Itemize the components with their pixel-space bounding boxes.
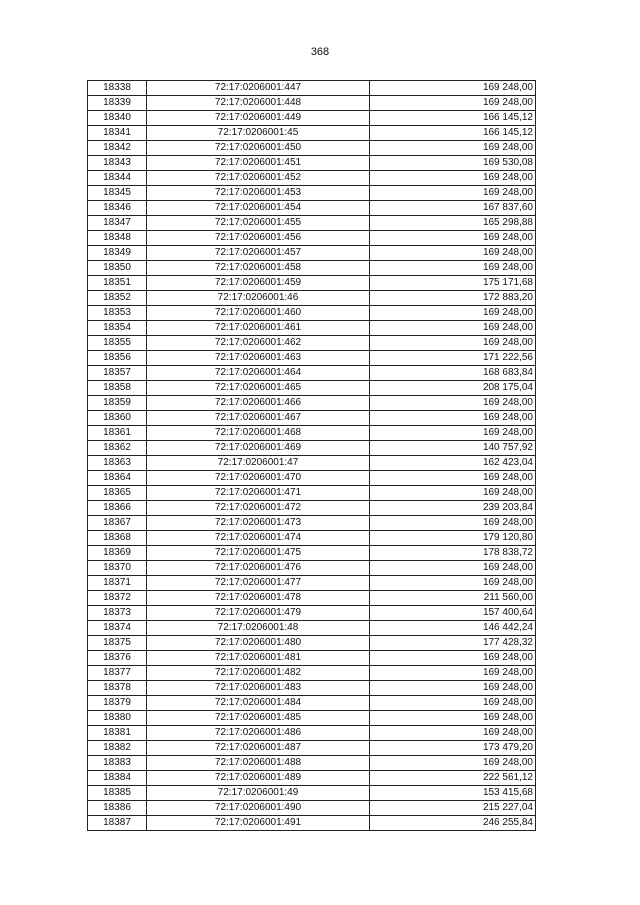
amount-cell: 165 298,88 (370, 216, 536, 231)
row-number-cell: 18377 (88, 666, 147, 681)
table-row (88, 156, 536, 171)
row-number-cell: 18380 (88, 711, 147, 726)
row-number-cell: 18379 (88, 696, 147, 711)
row-number-cell: 18363 (88, 456, 147, 471)
amount-cell: 222 561,12 (370, 771, 536, 786)
row-number-cell: 18348 (88, 231, 147, 246)
cadastral-number-cell: 72:17:0206001:474 (147, 531, 370, 546)
amount-cell: 169 248,00 (370, 696, 536, 711)
table-row (88, 621, 536, 636)
cadastral-number-cell: 72:17:0206001:487 (147, 741, 370, 756)
table-body (88, 81, 536, 831)
cadastral-number-cell: 72:17:0206001:483 (147, 681, 370, 696)
amount-cell: 169 248,00 (370, 396, 536, 411)
row-number-cell: 18385 (88, 786, 147, 801)
amount-cell: 208 175,04 (370, 381, 536, 396)
table-row (88, 756, 536, 771)
table-row (88, 321, 536, 336)
amount-cell: 169 248,00 (370, 486, 536, 501)
row-number-cell: 18372 (88, 591, 147, 606)
row-number-cell: 18374 (88, 621, 147, 636)
amount-cell: 169 248,00 (370, 321, 536, 336)
table-row (88, 591, 536, 606)
table-row (88, 456, 536, 471)
amount-cell: 177 428,32 (370, 636, 536, 651)
amount-cell: 169 248,00 (370, 336, 536, 351)
row-number-cell: 18369 (88, 546, 147, 561)
table-row (88, 426, 536, 441)
amount-cell: 169 248,00 (370, 666, 536, 681)
table-row (88, 651, 536, 666)
row-number-cell: 18378 (88, 681, 147, 696)
table-row (88, 486, 536, 501)
table-row (88, 231, 536, 246)
row-number-cell: 18375 (88, 636, 147, 651)
cadastral-number-cell: 72:17:0206001:476 (147, 561, 370, 576)
table-row (88, 531, 536, 546)
row-number-cell: 18383 (88, 756, 147, 771)
table-row (88, 96, 536, 111)
amount-cell: 179 120,80 (370, 531, 536, 546)
cadastral-number-cell: 72:17:0206001:464 (147, 366, 370, 381)
amount-cell: 169 248,00 (370, 711, 536, 726)
row-number-cell: 18365 (88, 486, 147, 501)
table-row (88, 306, 536, 321)
amount-cell: 157 400,64 (370, 606, 536, 621)
cadastral-number-cell: 72:17:0206001:477 (147, 576, 370, 591)
amount-cell: 169 248,00 (370, 561, 536, 576)
table-row (88, 141, 536, 156)
row-number-cell: 18344 (88, 171, 147, 186)
cadastral-number-cell: 72:17:0206001:47 (147, 456, 370, 471)
cadastral-number-cell: 72:17:0206001:480 (147, 636, 370, 651)
table-row (88, 216, 536, 231)
amount-cell: 169 248,00 (370, 186, 536, 201)
cadastral-number-cell: 72:17:0206001:485 (147, 711, 370, 726)
table-row (88, 666, 536, 681)
row-number-cell: 18384 (88, 771, 147, 786)
table-row (88, 711, 536, 726)
cadastral-number-cell: 72:17:0206001:471 (147, 486, 370, 501)
table-row (88, 726, 536, 741)
cadastral-number-cell: 72:17:0206001:456 (147, 231, 370, 246)
amount-cell: 167 837,60 (370, 201, 536, 216)
cadastral-number-cell: 72:17:0206001:478 (147, 591, 370, 606)
amount-cell: 211 560,00 (370, 591, 536, 606)
cadastral-number-cell: 72:17:0206001:451 (147, 156, 370, 171)
amount-cell: 169 248,00 (370, 471, 536, 486)
page-number: 368 (310, 46, 330, 58)
cadastral-number-cell: 72:17:0206001:472 (147, 501, 370, 516)
row-number-cell: 18371 (88, 576, 147, 591)
cadastral-number-cell: 72:17:0206001:465 (147, 381, 370, 396)
row-number-cell: 18343 (88, 156, 147, 171)
amount-cell: 162 423,04 (370, 456, 536, 471)
amount-cell: 169 248,00 (370, 651, 536, 666)
cadastral-number-cell: 72:17:0206001:479 (147, 606, 370, 621)
amount-cell: 140 757,92 (370, 441, 536, 456)
amount-cell: 239 203,84 (370, 501, 536, 516)
cadastral-number-cell: 72:17:0206001:45 (147, 126, 370, 141)
row-number-cell: 18349 (88, 246, 147, 261)
table-row (88, 351, 536, 366)
amount-cell: 169 248,00 (370, 96, 536, 111)
amount-cell: 169 248,00 (370, 681, 536, 696)
amount-cell: 178 838,72 (370, 546, 536, 561)
table-row (88, 111, 536, 126)
amount-cell: 173 479,20 (370, 741, 536, 756)
cadastral-number-cell: 72:17:0206001:455 (147, 216, 370, 231)
table-row (88, 186, 536, 201)
cadastral-number-cell: 72:17:0206001:489 (147, 771, 370, 786)
amount-cell: 166 145,12 (370, 111, 536, 126)
row-number-cell: 18362 (88, 441, 147, 456)
cadastral-number-cell: 72:17:0206001:450 (147, 141, 370, 156)
amount-cell: 146 442,24 (370, 621, 536, 636)
table-row (88, 261, 536, 276)
table-row (88, 576, 536, 591)
cadastral-number-cell: 72:17:0206001:458 (147, 261, 370, 276)
cadastral-number-cell: 72:17:0206001:470 (147, 471, 370, 486)
cadastral-number-cell: 72:17:0206001:468 (147, 426, 370, 441)
cadastral-number-cell: 72:17:0206001:49 (147, 786, 370, 801)
table-row (88, 381, 536, 396)
amount-cell: 169 248,00 (370, 81, 536, 96)
cadastral-number-cell: 72:17:0206001:460 (147, 306, 370, 321)
amount-cell: 169 248,00 (370, 756, 536, 771)
cadastral-number-cell: 72:17:0206001:481 (147, 651, 370, 666)
row-number-cell: 18340 (88, 111, 147, 126)
table-row (88, 291, 536, 306)
table-row (88, 201, 536, 216)
cadastral-number-cell: 72:17:0206001:473 (147, 516, 370, 531)
row-number-cell: 18364 (88, 471, 147, 486)
row-number-cell: 18353 (88, 306, 147, 321)
amount-cell: 169 248,00 (370, 576, 536, 591)
amount-cell: 169 248,00 (370, 231, 536, 246)
row-number-cell: 18360 (88, 411, 147, 426)
row-number-cell: 18373 (88, 606, 147, 621)
row-number-cell: 18366 (88, 501, 147, 516)
cadastral-number-cell: 72:17:0206001:484 (147, 696, 370, 711)
amount-cell: 169 248,00 (370, 306, 536, 321)
row-number-cell: 18358 (88, 381, 147, 396)
amount-cell: 215 227,04 (370, 801, 536, 816)
table-row (88, 366, 536, 381)
table-row (88, 441, 536, 456)
cadastral-number-cell: 72:17:0206001:475 (147, 546, 370, 561)
table-row (88, 546, 536, 561)
registry-table (87, 80, 536, 831)
table-row (88, 786, 536, 801)
table-row (88, 171, 536, 186)
row-number-cell: 18352 (88, 291, 147, 306)
cadastral-number-cell: 72:17:0206001:462 (147, 336, 370, 351)
table-row (88, 741, 536, 756)
cadastral-number-cell: 72:17:0206001:491 (147, 816, 370, 831)
amount-cell: 169 248,00 (370, 411, 536, 426)
cadastral-number-cell: 72:17:0206001:490 (147, 801, 370, 816)
cadastral-number-cell: 72:17:0206001:488 (147, 756, 370, 771)
cadastral-number-cell: 72:17:0206001:46 (147, 291, 370, 306)
table-row (88, 636, 536, 651)
row-number-cell: 18382 (88, 741, 147, 756)
row-number-cell: 18351 (88, 276, 147, 291)
amount-cell: 166 145,12 (370, 126, 536, 141)
cadastral-number-cell: 72:17:0206001:467 (147, 411, 370, 426)
amount-cell: 175 171,68 (370, 276, 536, 291)
amount-cell: 169 248,00 (370, 141, 536, 156)
cadastral-number-cell: 72:17:0206001:459 (147, 276, 370, 291)
row-number-cell: 18368 (88, 531, 147, 546)
table-row (88, 696, 536, 711)
amount-cell: 168 683,84 (370, 366, 536, 381)
row-number-cell: 18361 (88, 426, 147, 441)
table-row (88, 771, 536, 786)
table-row (88, 681, 536, 696)
row-number-cell: 18370 (88, 561, 147, 576)
amount-cell: 169 248,00 (370, 516, 536, 531)
row-number-cell: 18381 (88, 726, 147, 741)
row-number-cell: 18355 (88, 336, 147, 351)
cadastral-number-cell: 72:17:0206001:469 (147, 441, 370, 456)
cadastral-number-cell: 72:17:0206001:466 (147, 396, 370, 411)
row-number-cell: 18342 (88, 141, 147, 156)
table-row (88, 816, 536, 831)
cadastral-number-cell: 72:17:0206001:482 (147, 666, 370, 681)
amount-cell: 172 883,20 (370, 291, 536, 306)
row-number-cell: 18359 (88, 396, 147, 411)
row-number-cell: 18338 (88, 81, 147, 96)
row-number-cell: 18387 (88, 816, 147, 831)
cadastral-number-cell: 72:17:0206001:463 (147, 351, 370, 366)
amount-cell: 169 248,00 (370, 426, 536, 441)
row-number-cell: 18356 (88, 351, 147, 366)
amount-cell: 169 248,00 (370, 261, 536, 276)
cadastral-number-cell: 72:17:0206001:449 (147, 111, 370, 126)
table-row (88, 276, 536, 291)
row-number-cell: 18354 (88, 321, 147, 336)
amount-cell: 246 255,84 (370, 816, 536, 831)
table-row (88, 81, 536, 96)
row-number-cell: 18347 (88, 216, 147, 231)
table-row (88, 516, 536, 531)
table-row (88, 336, 536, 351)
cadastral-number-cell: 72:17:0206001:461 (147, 321, 370, 336)
table-row (88, 246, 536, 261)
table-row (88, 396, 536, 411)
table-row (88, 501, 536, 516)
cadastral-number-cell: 72:17:0206001:452 (147, 171, 370, 186)
row-number-cell: 18386 (88, 801, 147, 816)
table-row (88, 606, 536, 621)
amount-cell: 169 248,00 (370, 726, 536, 741)
amount-cell: 171 222,56 (370, 351, 536, 366)
row-number-cell: 18339 (88, 96, 147, 111)
table-row (88, 801, 536, 816)
amount-cell: 169 530,08 (370, 156, 536, 171)
amount-cell: 153 415,68 (370, 786, 536, 801)
table-row (88, 126, 536, 141)
row-number-cell: 18357 (88, 366, 147, 381)
table-row (88, 471, 536, 486)
cadastral-number-cell: 72:17:0206001:453 (147, 186, 370, 201)
cadastral-number-cell: 72:17:0206001:454 (147, 201, 370, 216)
row-number-cell: 18346 (88, 201, 147, 216)
table-row (88, 411, 536, 426)
row-number-cell: 18350 (88, 261, 147, 276)
amount-cell: 169 248,00 (370, 171, 536, 186)
cadastral-number-cell: 72:17:0206001:448 (147, 96, 370, 111)
row-number-cell: 18341 (88, 126, 147, 141)
cadastral-number-cell: 72:17:0206001:486 (147, 726, 370, 741)
cadastral-number-cell: 72:17:0206001:457 (147, 246, 370, 261)
table-row (88, 561, 536, 576)
cadastral-number-cell: 72:17:0206001:447 (147, 81, 370, 96)
row-number-cell: 18345 (88, 186, 147, 201)
cadastral-number-cell: 72:17:0206001:48 (147, 621, 370, 636)
row-number-cell: 18367 (88, 516, 147, 531)
amount-cell: 169 248,00 (370, 246, 536, 261)
row-number-cell: 18376 (88, 651, 147, 666)
